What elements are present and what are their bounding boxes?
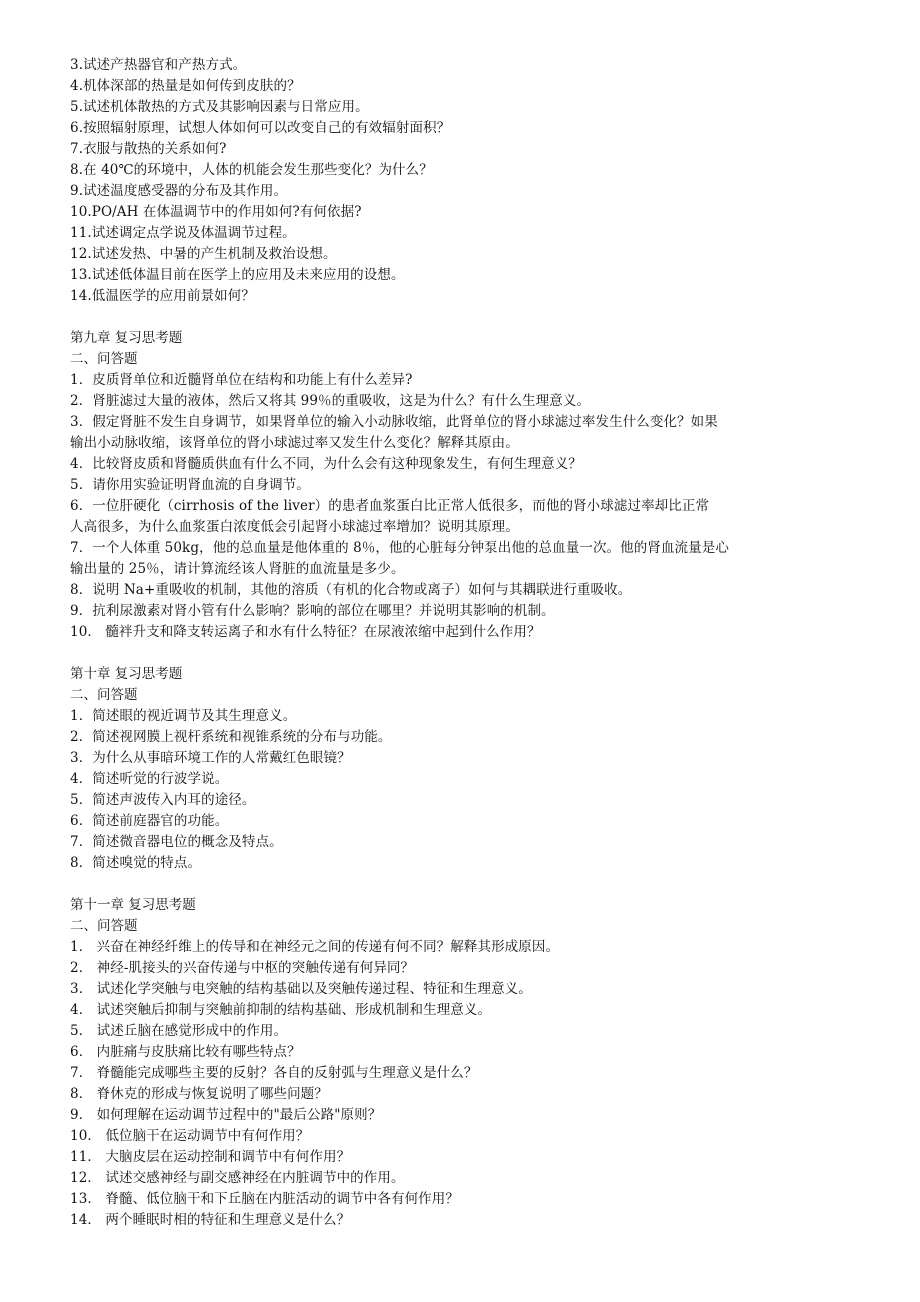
question-line: 8． 脊休克的形成与恢复说明了哪些问题？ <box>70 1086 328 1102</box>
question-line: 8．简述嗅觉的特点。 <box>70 855 202 871</box>
question-line: 输出小动脉收缩，该肾单位的肾小球滤过率又发生什么变化？解释其原由。 <box>70 435 519 451</box>
question-line: 11． 大脑皮层在运动控制和调节中有何作用？ <box>70 1149 351 1165</box>
question-line: 9.试述温度感受器的分布及其作用。 <box>70 183 288 199</box>
question-line: 5．请你用实验证明肾血流的自身调节。 <box>70 477 310 493</box>
question-line: 8．说明 Na+重吸收的机制，其他的溶质（有机的化合物或离子）如何与其耦联进行重吸收。 <box>70 582 632 598</box>
question-line: 4．比较肾皮质和肾髓质供血有什么不同，为什么会有这种现象发生，有何生理意义？ <box>70 456 582 472</box>
question-line: 人高很多，为什么血浆蛋白浓度低会引起肾小球滤过率增加？说明其原理。 <box>70 519 519 535</box>
chapter-title: 第九章 复习思考题 <box>70 330 183 346</box>
question-line: 7．一个人体重 50kg，他的总血量是他体重的 8％，他的心脏每分钟泵出他的总血量一次。他的肾血流量是心 <box>70 540 729 556</box>
spacer <box>70 307 850 328</box>
spacer <box>70 643 850 664</box>
question-line: 10． 髓袢升支和降支转运离子和水有什么特征？在尿液浓缩中起到什么作用？ <box>70 624 541 640</box>
question-line: 4． 试述突触后抑制与突触前抑制的结构基础、形成机制和生理意义。 <box>70 1002 492 1018</box>
question-line: 1．简述眼的视近调节及其生理意义。 <box>70 708 297 724</box>
question-line: 6．简述前庭器官的功能。 <box>70 813 229 829</box>
question-line: 5． 试述丘脑在感觉形成中的作用。 <box>70 1023 288 1039</box>
question-line: 5．简述声波传入内耳的途径。 <box>70 792 256 808</box>
question-line: 6．一位肝硬化（cirrhosis of the liver）的患者血浆蛋白比正常人低很多，而他的肾小球滤过率却比正常 <box>70 498 710 514</box>
chapter10-section <box>70 664 850 874</box>
question-line: 13． 脊髓、低位脑干和下丘脑在内脏活动的调节中各有何作用？ <box>70 1191 459 1207</box>
spacer <box>70 874 850 895</box>
section-subtitle: 二、问答题 <box>70 351 138 367</box>
question-line: 6.按照辐射原理，试想人体如何可以改变自己的有效辐射面积？ <box>70 120 451 136</box>
document-page <box>70 55 850 1231</box>
question-line: 14.低温医学的应用前景如何？ <box>70 288 255 304</box>
question-line: 6． 内脏痛与皮肤痛比较有哪些特点？ <box>70 1044 301 1060</box>
question-line: 1．皮质肾单位和近髓肾单位在结构和功能上有什么差异? <box>70 372 413 388</box>
question-line: 12． 试述交感神经与副交感神经在内脏调节中的作用。 <box>70 1170 405 1186</box>
question-line: 2．简述视网膜上视杆系统和视锥系统的分布与功能。 <box>70 729 392 745</box>
question-line: 3．为什么从事暗环境工作的人常戴红色眼镜？ <box>70 750 351 766</box>
chapter9-section <box>70 328 850 643</box>
question-line: 4．简述听觉的行波学说。 <box>70 771 229 787</box>
question-line: 7． 脊髓能完成哪些主要的反射？各自的反射弧与生理意义是什么？ <box>70 1065 478 1081</box>
question-line: 3.试述产热器官和产热方式。 <box>70 57 247 73</box>
section-subtitle: 二、问答题 <box>70 918 138 934</box>
question-line: 输出量的 25％，请计算流经该人肾脏的血流量是多少。 <box>70 561 405 577</box>
question-line: 1． 兴奋在神经纤维上的传导和在神经元之间的传递有何不同？解释其形成原因。 <box>70 939 560 955</box>
question-line: 2．肾脏滤过大量的液体，然后又将其 99％的重吸收，这是为什么？有什么生理意义。 <box>70 393 591 409</box>
chapter8-questions <box>70 55 850 307</box>
question-line: 7．简述微音器电位的概念及特点。 <box>70 834 283 850</box>
question-line: 14． 两个睡眠时相的特征和生理意义是什么？ <box>70 1212 351 1228</box>
question-line: 11.试述调定点学说及体温调节过程。 <box>70 225 296 241</box>
question-line: 3．假定肾脏不发生自身调节，如果肾单位的输入小动脉收缩，此肾单位的肾小球滤过率发生什么变化？如果 <box>70 414 718 430</box>
chapter-title: 第十一章 复习思考题 <box>70 897 196 913</box>
question-line: 12.试述发热、中暑的产生机制及救治设想。 <box>70 246 337 262</box>
question-line: 10.PO/AH 在体温调节中的作用如何?有何依据? <box>70 204 362 220</box>
section-subtitle: 二、问答题 <box>70 687 138 703</box>
chapter11-section <box>70 895 850 1231</box>
question-line: 2． 神经-肌接头的兴奋传递与中枢的突触传递有何异同？ <box>70 960 415 976</box>
question-line: 9．抗利尿激素对肾小管有什么影响？影响的部位在哪里？并说明其影响的机制。 <box>70 603 555 619</box>
question-line: 4.机体深部的热量是如何传到皮肤的？ <box>70 78 301 94</box>
question-line: 13.试述低体温目前在医学上的应用及未来应用的设想。 <box>70 267 405 283</box>
question-line: 3． 试述化学突触与电突触的结构基础以及突触传递过程、特征和生理意义。 <box>70 981 532 997</box>
question-line: 9． 如何理解在运动调节过程中的"最后公路"原则？ <box>70 1107 382 1123</box>
question-line: 7.衣服与散热的关系如何? <box>70 141 227 157</box>
chapter-title: 第十章 复习思考题 <box>70 666 183 682</box>
question-line: 10． 低位脑干在运动调节中有何作用？ <box>70 1128 310 1144</box>
question-line: 5.试述机体散热的方式及其影响因素与日常应用。 <box>70 99 369 115</box>
question-line: 8.在 40℃的环境中，人体的机能会发生那些变化？为什么？ <box>70 162 433 178</box>
